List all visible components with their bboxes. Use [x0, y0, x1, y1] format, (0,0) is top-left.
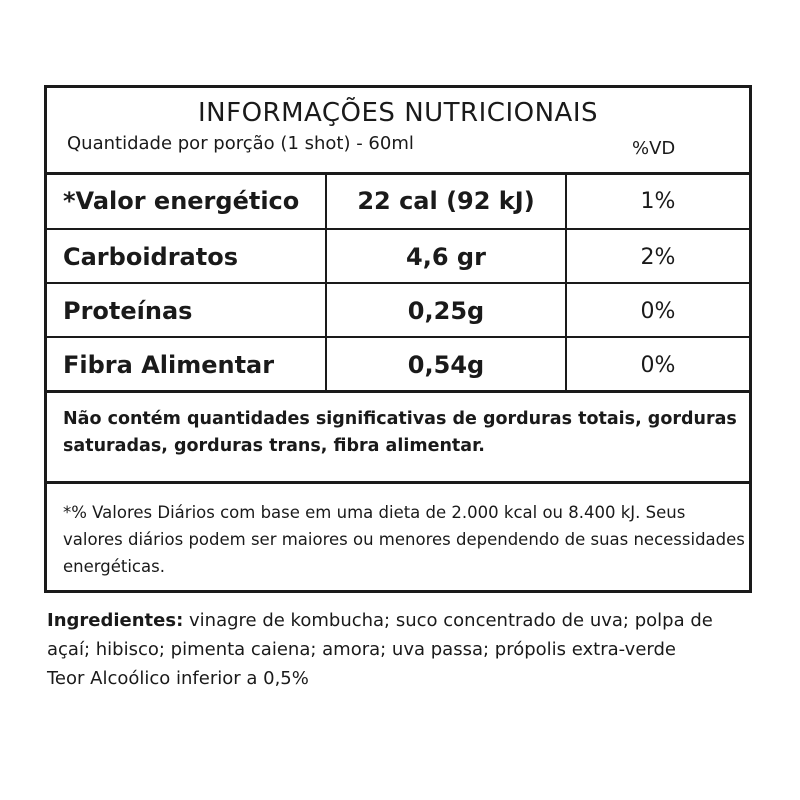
vd-column-header: %VD: [632, 138, 676, 159]
nutrient-row: [47, 174, 749, 228]
ingredients-label: Ingredientes:: [47, 610, 184, 631]
nutrient-name: Carboidratos: [63, 243, 238, 271]
nutrient-name: Fibra Alimentar: [63, 351, 275, 379]
alcohol-content: Teor Alcoólico inferior a 0,5%: [47, 668, 309, 689]
nutrient-row: [47, 282, 749, 338]
nutrient-amount: 4,6 gr: [325, 230, 565, 284]
nutrient-vd: 0%: [565, 338, 749, 392]
nutrient-amount: 22 cal (92 kJ): [325, 174, 565, 228]
nutrient-vd: 0%: [565, 284, 749, 338]
nutrient-vd: 2%: [565, 230, 749, 284]
notes-divider: [47, 481, 749, 484]
table-bottom-divider: [47, 390, 749, 393]
nutrition-title: INFORMAÇÕES NUTRICIONAIS: [198, 98, 598, 128]
not-significant-note: Não contém quantidades significativas de gorduras totais, gorduras saturadas, gorduras trans, fibra alimentar.: [63, 409, 737, 456]
nutrient-amount: 0,54g: [325, 338, 565, 392]
nutrient-row: [47, 228, 749, 284]
nutrient-row: [47, 336, 749, 392]
nutrient-name: *Valor energético: [63, 187, 300, 215]
nutrient-vd: 1%: [565, 174, 749, 228]
nutrition-facts-panel: [44, 85, 752, 593]
nutrient-amount: 0,25g: [325, 284, 565, 338]
ingredients-block: [47, 606, 747, 693]
nutrient-name: Proteínas: [63, 297, 193, 325]
daily-values-note: *% Valores Diários com base em uma dieta de 2.000 kcal ou 8.400 kJ. Seus valores diários podem ser maiores ou menores dependendo de suas necessidades energéticas.: [63, 503, 745, 576]
serving-size: Quantidade por porção (1 shot) - 60ml: [67, 133, 414, 154]
ingredients-text: vinagre de kombucha; suco concentrado de uva; polpa de açaí; hibisco; pimenta caiena; amora; uva passa; própolis extra-verde: [47, 610, 713, 660]
